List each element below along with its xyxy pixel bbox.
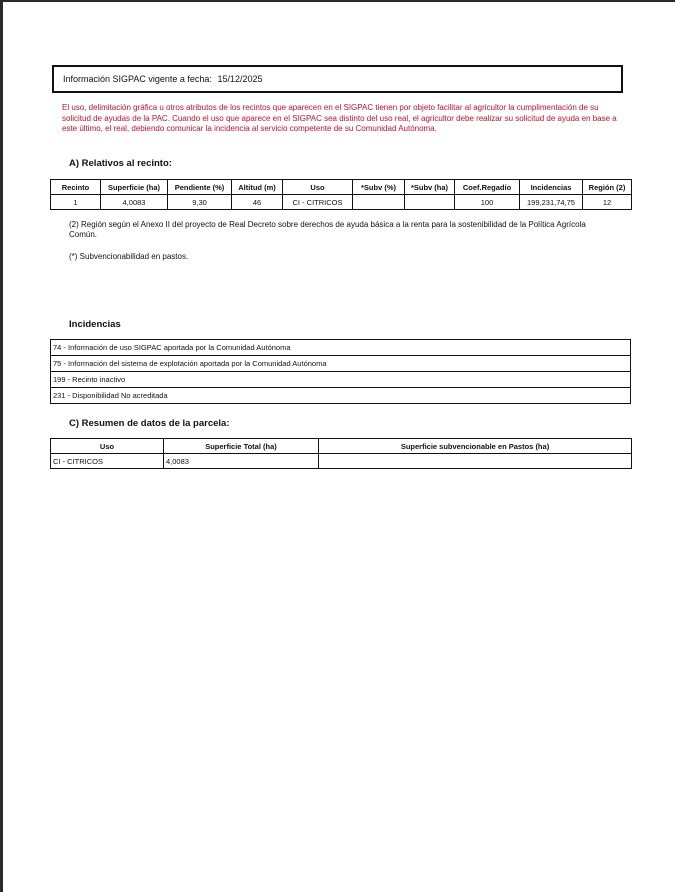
list-item [51,340,631,356]
list-item [51,388,631,404]
col-header: Uso [51,439,164,454]
sigpac-info-box [52,65,623,93]
table-cell: 12 [583,195,632,210]
subv-note: (*) Subvencionabilidad en pastos. [69,252,189,261]
list-item [51,372,631,388]
table-cell: 46 [232,195,283,210]
col-header: Superficie Total (ha) [164,439,319,454]
table-cell [319,454,632,469]
col-header: Coef.Regadío [455,180,520,195]
col-header: Incidencias [520,180,583,195]
col-header: Superficie subvencionable en Pastos (ha) [319,439,632,454]
recinto-table [50,179,632,210]
table-cell: 4,0083 [164,454,319,469]
col-header: Altitud (m) [232,180,283,195]
incidencia-text: 74 - Información de uso SIGPAC aportada por la Comunidad Autónoma [51,340,631,356]
region-note: (2) Región según el Anexo II del proyecto de Real Decreto sobre derechos de ayuda básica a la renta para la sostenibilidad de la Política Agrícola Común. [69,220,586,239]
incidencias-title: Incidencias [69,319,121,330]
recinto-table-header [51,180,632,195]
list-item [51,356,631,372]
info-date: 15/12/2025 [217,74,263,84]
table-row [51,195,632,210]
col-header: Superficie (ha) [101,180,168,195]
col-header: Pendiente (%) [168,180,232,195]
table-cell: 100 [455,195,520,210]
table-cell [353,195,405,210]
incidencia-text: 75 - Información del sistema de explotación aportada por la Comunidad Autónoma [51,356,631,372]
parcela-table-header [51,439,632,454]
table-cell [405,195,455,210]
table-cell: 1 [51,195,101,210]
table-row [51,454,632,469]
incidencia-text: 199 - Recinto inactivo [51,372,631,388]
table-cell: CI - CITRICOS [283,195,353,210]
incidencia-text: 231 - Disponibilidad No acreditada [51,388,631,404]
table-cell: 199,231,74,75 [520,195,583,210]
incidencias-table [50,339,631,404]
table-cell: 9,30 [168,195,232,210]
section-a-title: A) Relativos al recinto: [69,158,172,169]
section-c-title: C) Resumen de datos de la parcela: [69,418,230,429]
col-header: *Subv (%) [353,180,405,195]
col-header: *Subv (ha) [405,180,455,195]
parcela-summary-table [50,438,632,469]
table-cell: 4,0083 [101,195,168,210]
col-header: Recinto [51,180,101,195]
col-header: Uso [283,180,353,195]
table-cell: CI - CITRICOS [51,454,164,469]
col-header: Región (2) [583,180,632,195]
info-label: Información SIGPAC vigente a fecha: [63,74,212,84]
sigpac-warning-text: El uso, delimitación gráfica u otros atributos de los recintos que aparecen en el SIGPAC tienen por objeto facilitar al agricultor la cumplimentación de su solicitud de ayudas de la PAC. Cuando el uso que aparece en el SIGPAC sea distinto del uso real, el agricultor debe realizar su solicitud de ayuda en base a este último, el real, debiendo comunicar la incidencia al servicio competente de su Comunidad Autónoma. [62,103,617,133]
